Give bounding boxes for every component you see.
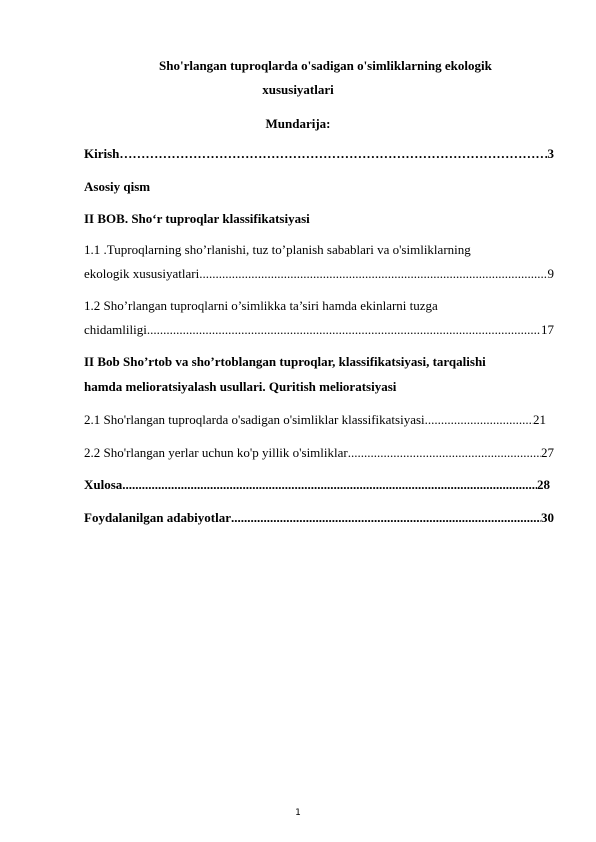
toc-chapter-b-line1: II Bob Sho’rtob va sho’rtoblangan tuproqlar, klassifikatsiyasi, tarqalishi: [84, 354, 486, 369]
toc-page-number: 3: [547, 146, 554, 161]
toc-page-number: 17: [541, 322, 554, 337]
toc-chapter-b-line2: hamda melioratsiyalash usullari. Quritish melioratsiyasi: [84, 379, 397, 394]
toc-dot-leader: [348, 445, 541, 461]
toc-dot-leader: [231, 510, 541, 526]
toc-item-2-1: [84, 412, 546, 428]
toc-page-number: 28: [537, 477, 550, 492]
contents-heading: Mundarija:: [265, 116, 331, 131]
toc-dot-leader: [199, 266, 547, 282]
document-title-line1: Sho'rlangan tuproqlarda o'sadigan o'simliklarning ekologik: [159, 58, 492, 73]
toc-dot-leader: [425, 412, 533, 428]
toc-entry-intro: [84, 146, 554, 162]
toc-entry-text: 2.1 Sho'rlangan tuproqlarda o'sadigan o'simliklar klassifikatsiyasi: [84, 412, 425, 427]
toc-item-1-2-line1: 1.2 Sho’rlangan tuproqlarni o’simlikka ta’siri hamda ekinlarni tuzga: [84, 298, 438, 313]
toc-entry-conclusion: [84, 477, 550, 493]
toc-item-1-1-line1: 1.1 .Tuproqlarning sho’rlanishi, tuz to’planish sabablari va o'simliklarning: [84, 242, 471, 257]
toc-page-number: 21: [533, 412, 546, 427]
toc-chapter-2-heading: II BOB. Sho‘r tuproqlar klassifikatsiyasi: [84, 211, 310, 226]
toc-page-number: 30: [541, 510, 554, 525]
toc-entry-text: ekologik xususiyatlari: [84, 266, 200, 281]
toc-item-1-2-line2: [84, 322, 554, 338]
toc-item-2-2: [84, 445, 554, 461]
toc-page-number: 9: [547, 266, 554, 281]
toc-entry-text: Foydalanilgan adabiyotlar: [84, 510, 231, 525]
toc-entry-text: Kirish: [84, 146, 120, 161]
toc-dot-leader: [119, 146, 547, 162]
page-number: 1: [295, 808, 301, 818]
toc-page-number: 27: [541, 445, 554, 460]
toc-entry-text: chidamliligi: [84, 322, 147, 337]
toc-item-1-1-line2: [84, 266, 554, 282]
toc-dot-leader: [122, 477, 537, 493]
toc-dot-leader: [147, 322, 541, 338]
toc-entry-text: 2.2 Sho'rlangan yerlar uchun ko'p yillik o'simliklar: [84, 445, 348, 460]
toc-entry-text: Xulosa: [84, 477, 123, 492]
toc-entry-references: [84, 510, 554, 526]
document-title-line2: xususiyatlari: [262, 82, 334, 97]
toc-main-part-heading: Asosiy qism: [84, 179, 151, 194]
